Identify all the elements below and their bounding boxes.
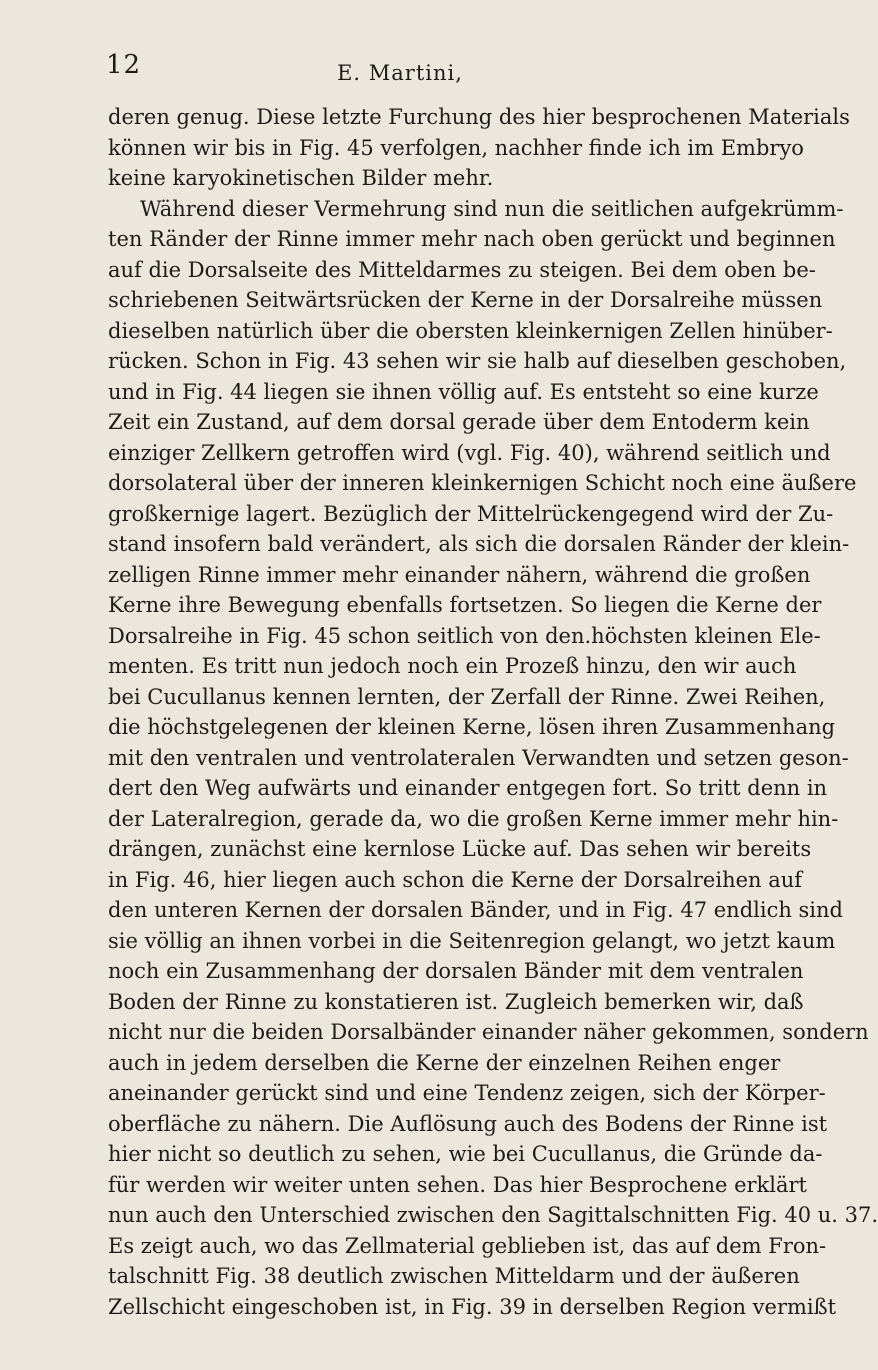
text-line: drängen, zunächst eine kernlose Lücke auf. Das sehen wir bereits: [108, 837, 812, 861]
text-line: zelligen Rinne immer mehr einander nähern, während die großen: [108, 562, 811, 587]
text-line: stand insofern bald verändert, als sich die dorsalen Ränder der klein-: [108, 532, 850, 556]
text-line: nun auch den Unterschied zwischen den Sagittalschnitten Fig. 40 u. 37.: [108, 1203, 878, 1227]
text-line: nicht nur die beiden Dorsalbänder einander näher gekommen, sondern: [108, 1020, 869, 1044]
text-line: talschnitt Fig. 38 deutlich zwischen Mitteldarm und der äußeren: [108, 1264, 800, 1288]
text-line: großkernige lagert. Bezüglich der Mittelrückengegend wird der Zu-: [108, 501, 834, 526]
text-line: hier nicht so deutlich zu sehen, wie bei Cucullanus, die Gründe da-: [108, 1142, 823, 1166]
text-line: Zeit ein Zustand, auf dem dorsal gerade über dem Entoderm kein: [108, 410, 810, 434]
text-line: und in Fig. 44 liegen sie ihnen völlig auf. Es entsteht so eine kurze: [108, 379, 819, 404]
text-line: sie völlig an ihnen vorbei in die Seitenregion gelangt, wo jetzt kaum: [108, 928, 836, 953]
text-line: ten Ränder der Rinne immer mehr nach oben gerückt und beginnen: [108, 227, 836, 251]
text-line: die höchstgelegenen der kleinen Kerne, lösen ihren Zusammenhang: [108, 715, 836, 739]
text-line: keine karyokinetischen Bilder mehr.: [108, 166, 494, 190]
text-line: aneinander gerückt sind und eine Tendenz zeigen, sich der Körper-: [108, 1081, 826, 1105]
text-line: für werden wir weiter unten sehen. Das hier Besprochene erklärt: [108, 1172, 807, 1197]
text-line: Dorsalreihe in Fig. 45 schon seitlich von den.höchsten kleinen Ele-: [108, 623, 821, 648]
text-line: menten. Es tritt nun jedoch noch ein Prozeß hinzu, den wir auch: [108, 654, 797, 678]
text-line: auf die Dorsalseite des Mitteldarmes zu steigen. Bei dem oben be-: [108, 257, 816, 282]
text-line: können wir bis in Fig. 45 verfolgen, nachher finde ich im Embryo: [108, 135, 804, 160]
text-line: mit den ventralen und ventrolateralen Verwandten und setzen geson-: [108, 745, 849, 770]
text-line: bei Cucullanus kennen lernten, der Zerfall der Rinne. Zwei Reihen,: [108, 684, 826, 709]
page-number: 12: [106, 50, 142, 80]
text-line: in Fig. 46, hier liegen auch schon die Kerne der Dorsalreihen auf: [108, 867, 803, 892]
text-line: einziger Zellkern getroffen wird (vgl. Fig. 40), während seitlich und: [108, 440, 831, 465]
text-line: deren genug. Diese letzte Furchung des hier besprochenen Materials: [108, 105, 850, 129]
text-line: dorsolateral über der inneren kleinkernigen Schicht noch eine äußere: [108, 471, 857, 495]
text-line: der Lateralregion, gerade da, wo die großen Kerne immer mehr hin-: [108, 806, 839, 831]
running-head-author: E. Martini,: [337, 61, 463, 85]
text-line: noch ein Zusammenhang der dorsalen Bänder mit dem ventralen: [108, 959, 804, 983]
text-line: oberfläche zu nähern. Die Auflösung auch des Bodens der Rinne ist: [108, 1111, 828, 1136]
text-line: Es zeigt auch, wo das Zellmaterial geblieben ist, das auf dem Fron-: [108, 1233, 827, 1258]
text-line: schriebenen Seitwärtsrücken der Kerne in der Dorsalreihe müssen: [108, 288, 823, 312]
text-line: auch in jedem derselben die Kerne der einzelnen Reihen enger: [108, 1050, 781, 1075]
text-line: dieselben natürlich über die obersten kleinkernigen Zellen hinüber-: [108, 318, 833, 343]
text-line: Zellschicht eingeschoben ist, in Fig. 39 in derselben Region vermißt: [108, 1294, 837, 1319]
text-line: den unteren Kernen der dorsalen Bänder, und in Fig. 47 endlich sind: [108, 898, 843, 922]
text-line: Boden der Rinne zu konstatieren ist. Zugleich bemerken wir, daß: [108, 989, 804, 1014]
text-line: Während dieser Vermehrung sind nun die seitlichen aufgekrümm-: [140, 196, 844, 221]
text-line: Kerne ihre Bewegung ebenfalls fortsetzen. So liegen die Kerne der: [108, 593, 822, 617]
text-line: rücken. Schon in Fig. 43 sehen wir sie halb auf dieselben geschoben,: [108, 349, 847, 373]
text-line: dert den Weg aufwärts und einander entgegen fort. So tritt denn in: [108, 776, 828, 800]
body-text: [108, 102, 878, 1322]
